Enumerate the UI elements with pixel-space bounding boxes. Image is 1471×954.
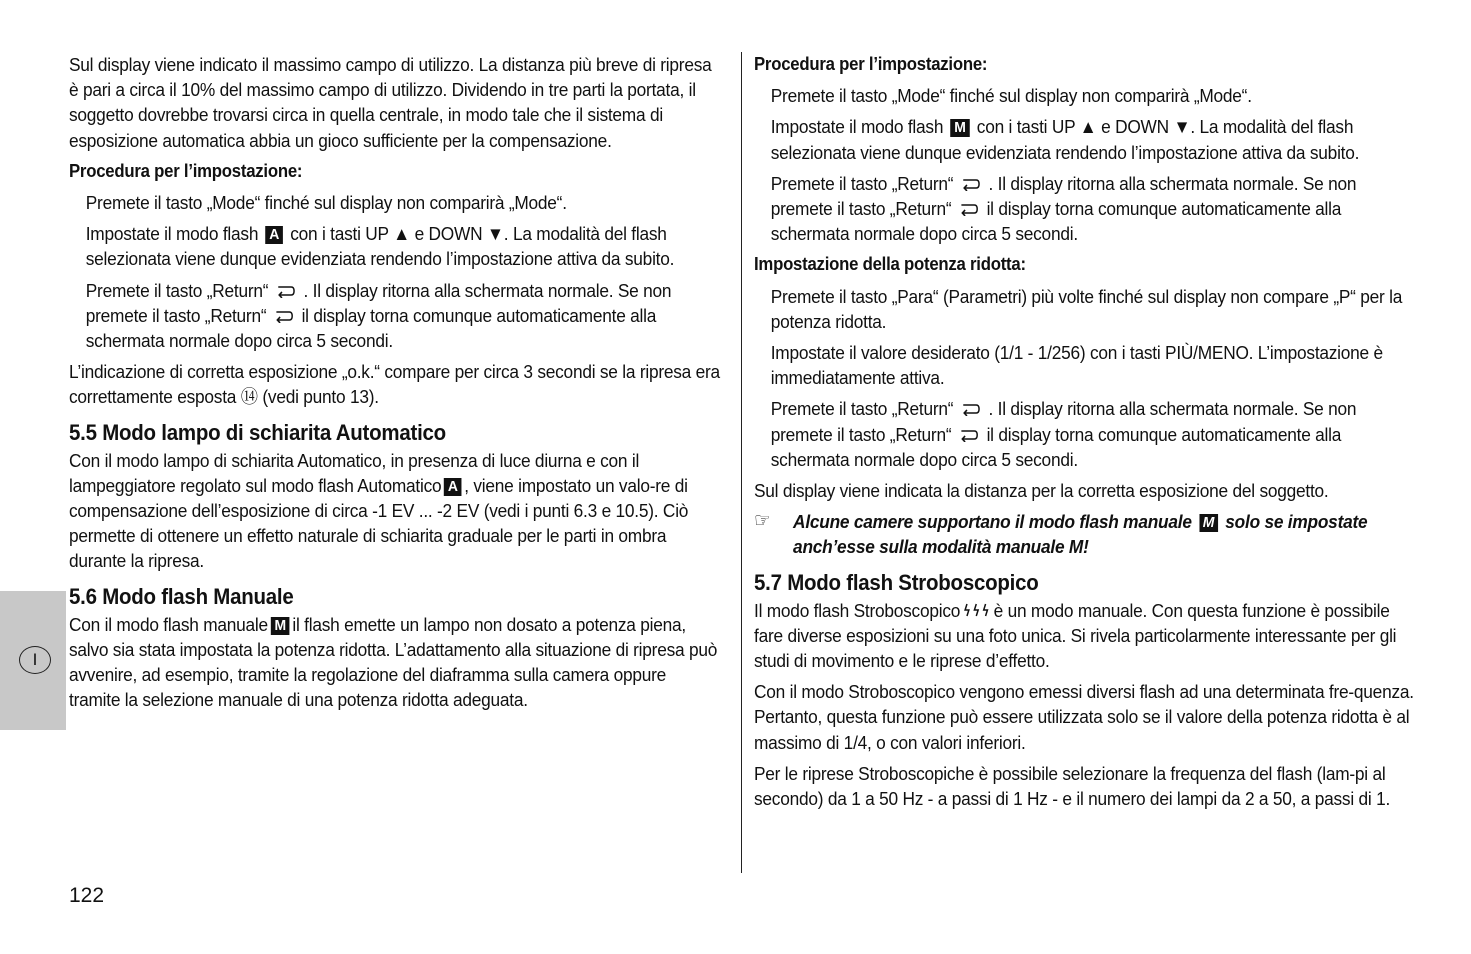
list-item-text: Premete il tasto „Mode“ finché sul display non comparirà „Mode“. [85, 192, 567, 214]
distance-paragraph: Sul display viene indicata la distanza per la corretta esposizione del soggetto. [754, 480, 1329, 502]
list-item [754, 340, 1419, 390]
section-heading-5-6: 5.6 Modo flash Manuale [69, 583, 294, 609]
section-heading-5-7: 5.7 Modo flash Stroboscopico [754, 569, 1039, 595]
list-item [754, 171, 1419, 247]
manual-mode-badge: M [951, 119, 970, 137]
list-item-text: Impostate il modo flash [85, 223, 259, 245]
return-arrow-icon [276, 284, 296, 298]
list-item-text: . Il display ritorna alla schermata normale. Se non premete il tasto „Return“ [85, 279, 672, 326]
reduced-power-heading: Impostazione della potenza ridotta: [754, 254, 1026, 275]
list-item-text: Premete il tasto „Return“ [770, 172, 954, 194]
list-item [754, 114, 1419, 164]
return-arrow-icon [274, 309, 294, 323]
paragraph-text: Il modo flash Stroboscopico [754, 599, 961, 621]
list-item [69, 221, 720, 271]
return-arrow-icon [959, 202, 979, 216]
note-text: Alcune camere supportano il modo flash manuale [793, 511, 1192, 533]
page-number: 122 [69, 884, 105, 907]
section-heading-5-5: 5.5 Modo lampo di schiarita Automatico [69, 419, 446, 445]
note-paragraph [754, 509, 1419, 559]
paragraph-text: Con il modo lampo di schiarita Automatico, in presenza di luce diurna e con il lampeggiatore regolato sul modo flash Automatico [69, 449, 640, 496]
return-arrow-icon [959, 428, 979, 442]
procedure-list [754, 83, 1419, 246]
list-item-text: il display torna comunque automaticamente alla schermata normale dopo circa 5 secondi. [85, 304, 657, 352]
list-item-text: con i tasti UP ▲ e DOWN ▼. La modalità del flash selezionata viene dunque evidenziata rendendo l’impostazione attiva da subito. [770, 116, 1360, 163]
list-item-text: il display torna comunque automaticamente alla schermata normale dopo circa 5 secondi. [770, 198, 1342, 245]
list-item [754, 83, 1419, 108]
list-item-text: Impostate il modo flash [770, 116, 944, 138]
paragraph-text: è un modo manuale. Con questa funzione è possibile fare diverse esposizioni su una foto unica. Si rivela particolarmente interessante per gli studi di movimento e le riprese d’effetto. [754, 599, 1397, 672]
note-text: solo se impostate anch’esse sulla modalità manuale M! [793, 511, 1368, 558]
list-item-text: . Il display ritorna alla schermata normale. Se non premete il tasto „Return“ [770, 398, 1357, 445]
auto-mode-badge: A [444, 478, 461, 496]
list-item-text: con i tasti UP ▲ e DOWN ▼. La modalità del flash selezionata viene dunque evidenziata rendendo l’impostazione attiva da subito. [85, 223, 675, 270]
auto-mode-badge: A [266, 226, 283, 244]
procedure-list [69, 190, 720, 353]
manual-mode-badge: M [1199, 514, 1218, 532]
list-item-text: . Il display ritorna alla schermata normale. Se non premete il tasto „Return“ [770, 172, 1357, 220]
list-item-text: Premete il tasto „Return“ [770, 398, 954, 420]
paragraph-text: Con il modo flash manuale [69, 613, 268, 635]
stroboscopic-flash-icon [963, 603, 991, 617]
list-item-text: il display torna comunque automaticamente alla schermata normale dopo circa 5 secondi. [770, 423, 1342, 470]
section-5-5-paragraph [69, 448, 720, 574]
list-item [754, 284, 1419, 334]
paragraph-text: , viene impostato un valo-re di compensazione dell’esposizione di circa -1 EV ... -2 EV (vedi i punti 6.3 e 10.5). Ciò permette di ottenere un effetto naturale di schiarita graduale per le parti in ombra durante la ripresa. [69, 474, 689, 572]
pointing-hand-icon: ☞ [754, 510, 771, 533]
paragraph-text: il flash emette un lampo non dosato a potenza piena, salvo sia stata impostata la potenza ridotta. L’adattamento alla situazione di ripresa può avvenire, ad esempio, tramite la regolazione del diaframma sulla camera oppure tramite la selezione manuale di una potenza ridotta adeguata. [69, 613, 718, 711]
list-item-text: Premete il tasto „Return“ [85, 279, 269, 301]
section-5-6-paragraph [69, 612, 720, 713]
language-indicator: I [19, 646, 51, 674]
section-5-7-paragraph-3: Per le riprese Stroboscopiche è possibile selezionare la frequenza del flash (lam-pi al secondo) da 1 a 50 Hz - a passi di 1 Hz - e il numero dei lampi da 2 a 50, a passi di 1. [754, 762, 1391, 810]
intro-paragraph: Sul display viene indicato il massimo campo di utilizzo. La distanza più breve di ripresa è pari a circa il 10% del massimo campo di utilizzo. Dividendo in tre parti la portata, il soggetto dovrebbe trovarsi circa in quella centrale, in modo tale che il sistema di esposizione automatica abbia un gioco sufficiente per la compensazione. [69, 54, 712, 151]
column-divider [741, 52, 742, 873]
return-arrow-icon [961, 177, 981, 191]
section-5-7-paragraph-1 [754, 598, 1419, 674]
list-item [754, 396, 1419, 472]
list-item [69, 190, 720, 215]
right-column [754, 52, 1419, 817]
list-item-text: Premete il tasto „Para“ (Parametri) più volte finché sul display non compare „P“ per la potenza ridotta. [770, 285, 1403, 332]
procedure-heading: Procedura per l’impostazione: [69, 160, 303, 181]
list-item-text: Impostate il valore desiderato (1/1 - 1/256) con i tasti PIÙ/MENO. L’impostazione è immediatamente attiva. [770, 342, 1383, 389]
return-arrow-icon [961, 402, 981, 416]
ok-paragraph: L’indicazione di corretta esposizione „o.k.“ compare per circa 3 secondi se la ripresa era correttamente esposta ⑭ (vedi punto 13). [69, 361, 720, 408]
procedure-heading: Procedura per l’impostazione: [754, 54, 988, 74]
reduced-power-list [754, 284, 1419, 472]
list-item-text: Premete il tasto „Mode“ finché sul display non comparirà „Mode“. [770, 85, 1252, 107]
list-item [69, 278, 720, 354]
manual-mode-badge: M [271, 617, 290, 635]
left-column [69, 52, 720, 718]
section-5-7-paragraph-2: Con il modo Stroboscopico vengono emessi diversi flash ad una determinata fre-quenza. Pertanto, questa funzione può essere utilizzata solo se il valore della potenza ridotta è al massimo di 1/4, o con valori inferiori. [754, 681, 1414, 753]
